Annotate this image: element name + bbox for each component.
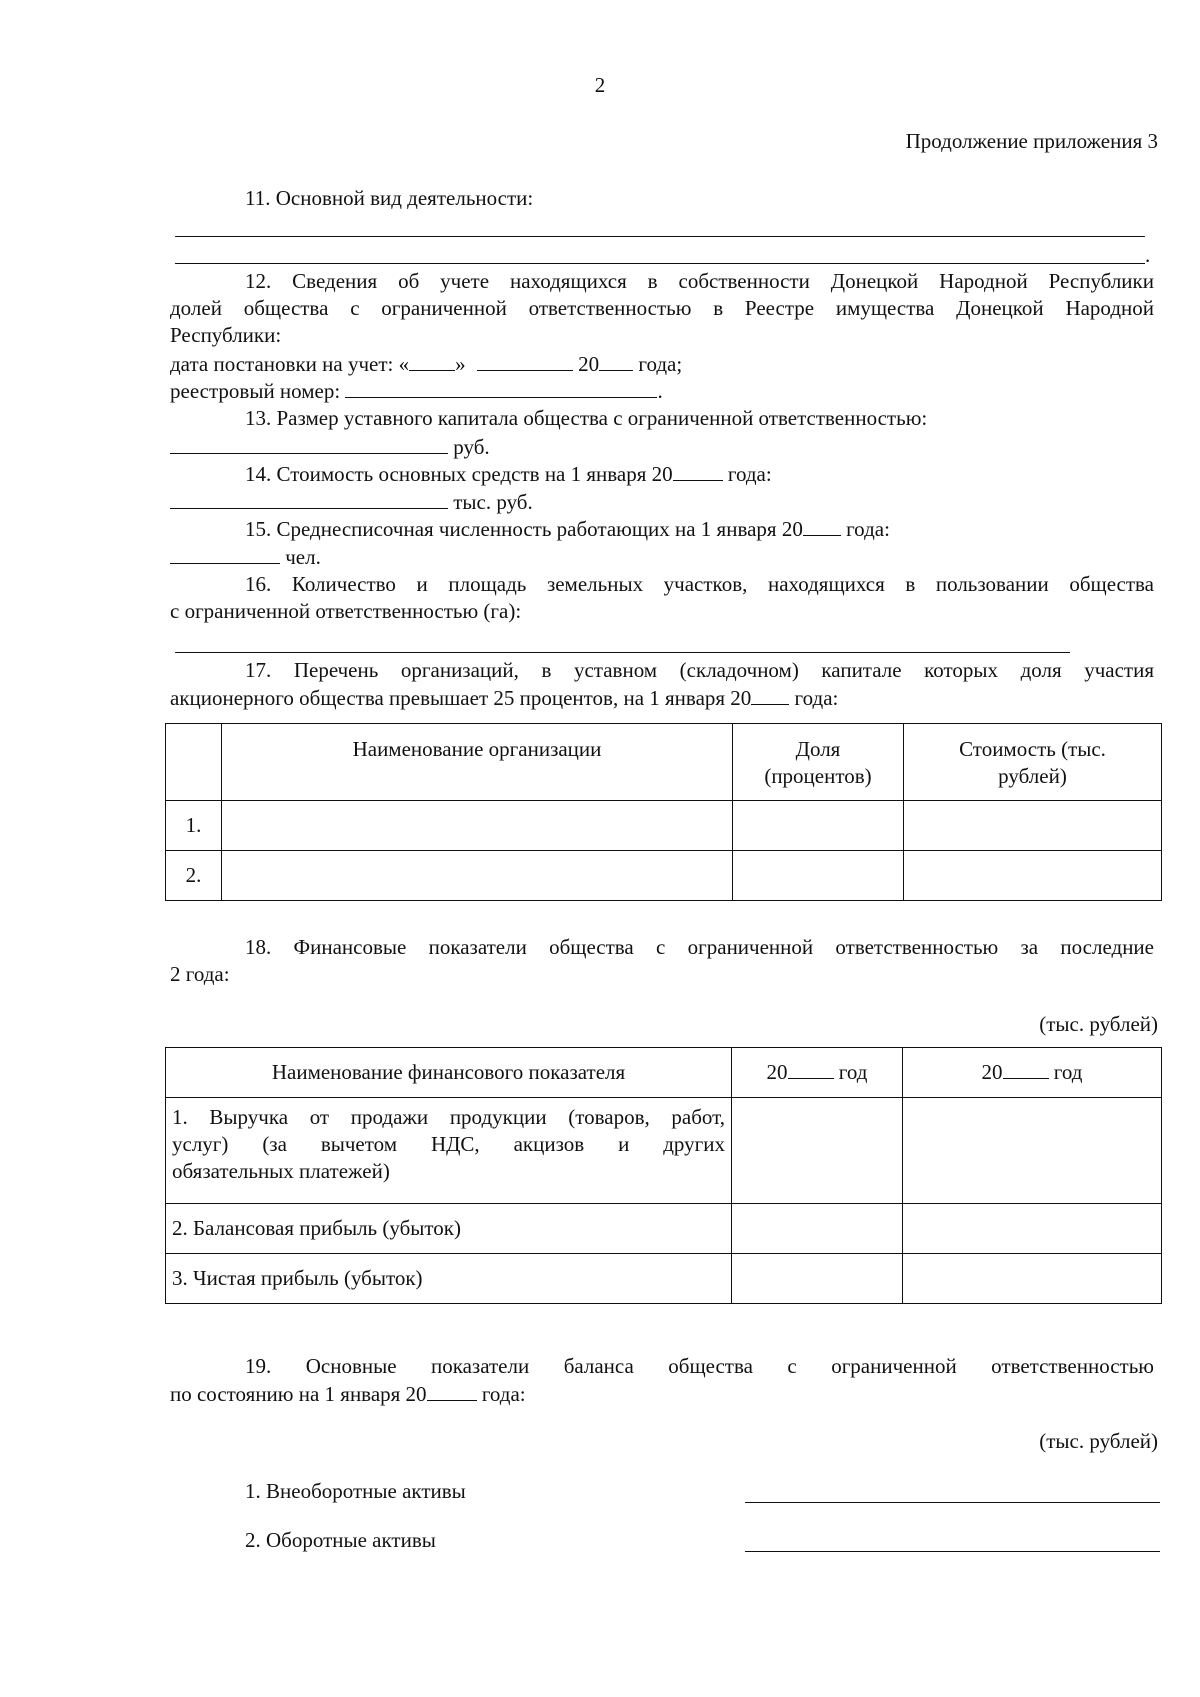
item11-label: 11. Основной вид деятельности: (245, 186, 534, 210)
table-row (166, 1204, 1162, 1254)
item12-date-row (170, 350, 682, 378)
item15-year-blank[interactable] (803, 515, 841, 536)
item18-unit-note: (тыс. рублей) (1039, 1012, 1158, 1036)
item13-blank[interactable] (170, 433, 448, 454)
item15-unit: чел. (285, 545, 321, 569)
item19-line2a: по состоянию на 1 января 20 (170, 1382, 427, 1406)
item12-line2: долей общества с ограниченной ответственностью в Реестре имущества Донецкой Народной (170, 296, 1154, 320)
item16-line1: 16. Количество и площадь земельных участков, находящихся в пользовании общества (245, 572, 1154, 596)
fin-table-header-row (166, 1048, 1162, 1098)
item12-reg-row (170, 377, 663, 405)
fin-year-1-blank[interactable] (788, 1060, 834, 1079)
fin-row-name: 2. Балансовая прибыль (убыток) (166, 1204, 732, 1254)
item14-blank[interactable] (170, 488, 448, 509)
fin-header-year-2: 20 год (903, 1048, 1162, 1098)
fin-value-cell[interactable] (903, 1098, 1162, 1204)
reg-number-blank[interactable] (345, 377, 657, 398)
item13-label: 13. Размер уставного капитала общества с ограниченной ответственностью: (245, 406, 928, 430)
financial-table (165, 1047, 1162, 1304)
item14-unit: тыс. руб. (453, 490, 533, 514)
org-cost-cell[interactable] (904, 801, 1162, 851)
item14-value-row (170, 488, 533, 516)
item17-line2b: года: (794, 686, 839, 710)
item17-line2 (170, 684, 838, 712)
org-cost-cell[interactable] (904, 851, 1162, 901)
date-year: 20 (578, 352, 600, 376)
item15-value-row (170, 543, 321, 571)
item14-year-blank[interactable] (673, 460, 723, 481)
fin-value-cell[interactable] (732, 1254, 903, 1304)
fin-year-2-blank[interactable] (1003, 1060, 1049, 1079)
item18-line1: 18. Финансовые показатели общества с ограниченной ответственностью за последние (245, 935, 1154, 959)
balance-item-label: 1. Внеоборотные активы (245, 1479, 466, 1503)
org-header-share: Доля (процентов) (733, 724, 904, 801)
annex-label: Продолжение приложения 3 (905, 129, 1158, 153)
reg-end: . (657, 379, 663, 403)
org-row-num: 1. (166, 801, 222, 851)
date-month-blank[interactable] (477, 350, 573, 371)
date-suffix: года; (638, 352, 683, 376)
item17-line2a: акционерного общества превышает 25 процентов, на 1 января 20 (170, 686, 752, 710)
table-row (166, 851, 1162, 901)
org-share-cell[interactable] (733, 851, 904, 901)
reg-label: реестровый номер: (170, 379, 341, 403)
fin-value-cell[interactable] (903, 1254, 1162, 1304)
table-row (166, 801, 1162, 851)
fin-value-cell[interactable] (903, 1204, 1162, 1254)
org-row-num: 2. (166, 851, 222, 901)
date-prefix: дата постановки на учет: « (170, 352, 410, 376)
fin-header-name: Наименование финансового показателя (166, 1048, 732, 1098)
table-row (166, 1254, 1162, 1304)
org-header-num (166, 724, 222, 801)
item11-fill-line-1[interactable] (175, 236, 1145, 237)
date-day-blank[interactable] (409, 350, 455, 371)
org-table-header-row (166, 724, 1162, 801)
balance-item-fill-line[interactable] (745, 1502, 1160, 1503)
item16-line2: с ограниченной ответственностью (га): (170, 599, 522, 623)
date-year-blank[interactable] (599, 350, 633, 371)
item15-text-a: 15. Среднесписочная численность работающих на 1 января 20 (245, 517, 803, 541)
item19-line1: 19. Основные показатели баланса общества с ограниченной ответственностью (245, 1354, 1154, 1378)
org-name-cell[interactable] (222, 851, 733, 901)
item14-text-b: года: (727, 462, 772, 486)
org-header-name: Наименование организации (222, 724, 733, 801)
item14-text-a: 14. Стоимость основных средств на 1 января 20 (245, 462, 673, 486)
item13-row (170, 433, 490, 461)
fin-value-cell[interactable] (732, 1098, 903, 1204)
item11-fill-line-2[interactable] (175, 263, 1145, 264)
fin-header-year-1: 20 год (732, 1048, 903, 1098)
item16-fill-line[interactable] (175, 652, 1070, 653)
item19-line2b: года: (481, 1382, 526, 1406)
item18-line2: 2 года: (170, 962, 230, 986)
item13-unit: руб. (453, 435, 490, 459)
item15-blank[interactable] (170, 543, 280, 564)
org-share-cell[interactable] (733, 801, 904, 851)
item17-line1: 17. Перечень организаций, в уставном (складочном) капитале которых доля участия (245, 658, 1154, 682)
org-name-cell[interactable] (222, 801, 733, 851)
item11-end-mark: . (1145, 243, 1151, 267)
item15-text-b: года: (846, 517, 890, 541)
item19-unit-note: (тыс. рублей) (1039, 1429, 1158, 1453)
item15-row (245, 515, 890, 543)
item12-line3: Республики: (170, 323, 282, 347)
date-mid: » (455, 352, 466, 376)
item17-year-blank[interactable] (751, 684, 789, 705)
item14-row (245, 460, 772, 488)
org-header-cost: Стоимость (тыс. рублей) (904, 724, 1162, 801)
fin-value-cell[interactable] (732, 1204, 903, 1254)
item19-year-blank[interactable] (427, 1380, 477, 1401)
fin-row-name: 3. Чистая прибыль (убыток) (166, 1254, 732, 1304)
fin-row-name: 1. Выручка от продажи продукции (товаров, работ, услуг) (за вычетом НДС, акцизов и других обязательных платежей) (166, 1098, 732, 1204)
item19-line2 (170, 1380, 526, 1408)
table-row (166, 1098, 1162, 1204)
balance-item-label: 2. Оборотные активы (245, 1528, 436, 1552)
balance-item-fill-line[interactable] (745, 1551, 1160, 1552)
organizations-table (165, 723, 1162, 901)
page-number: 2 (594, 73, 606, 97)
item12-line1: 12. Сведения об учете находящихся в собственности Донецкой Народной Республики (245, 269, 1154, 293)
